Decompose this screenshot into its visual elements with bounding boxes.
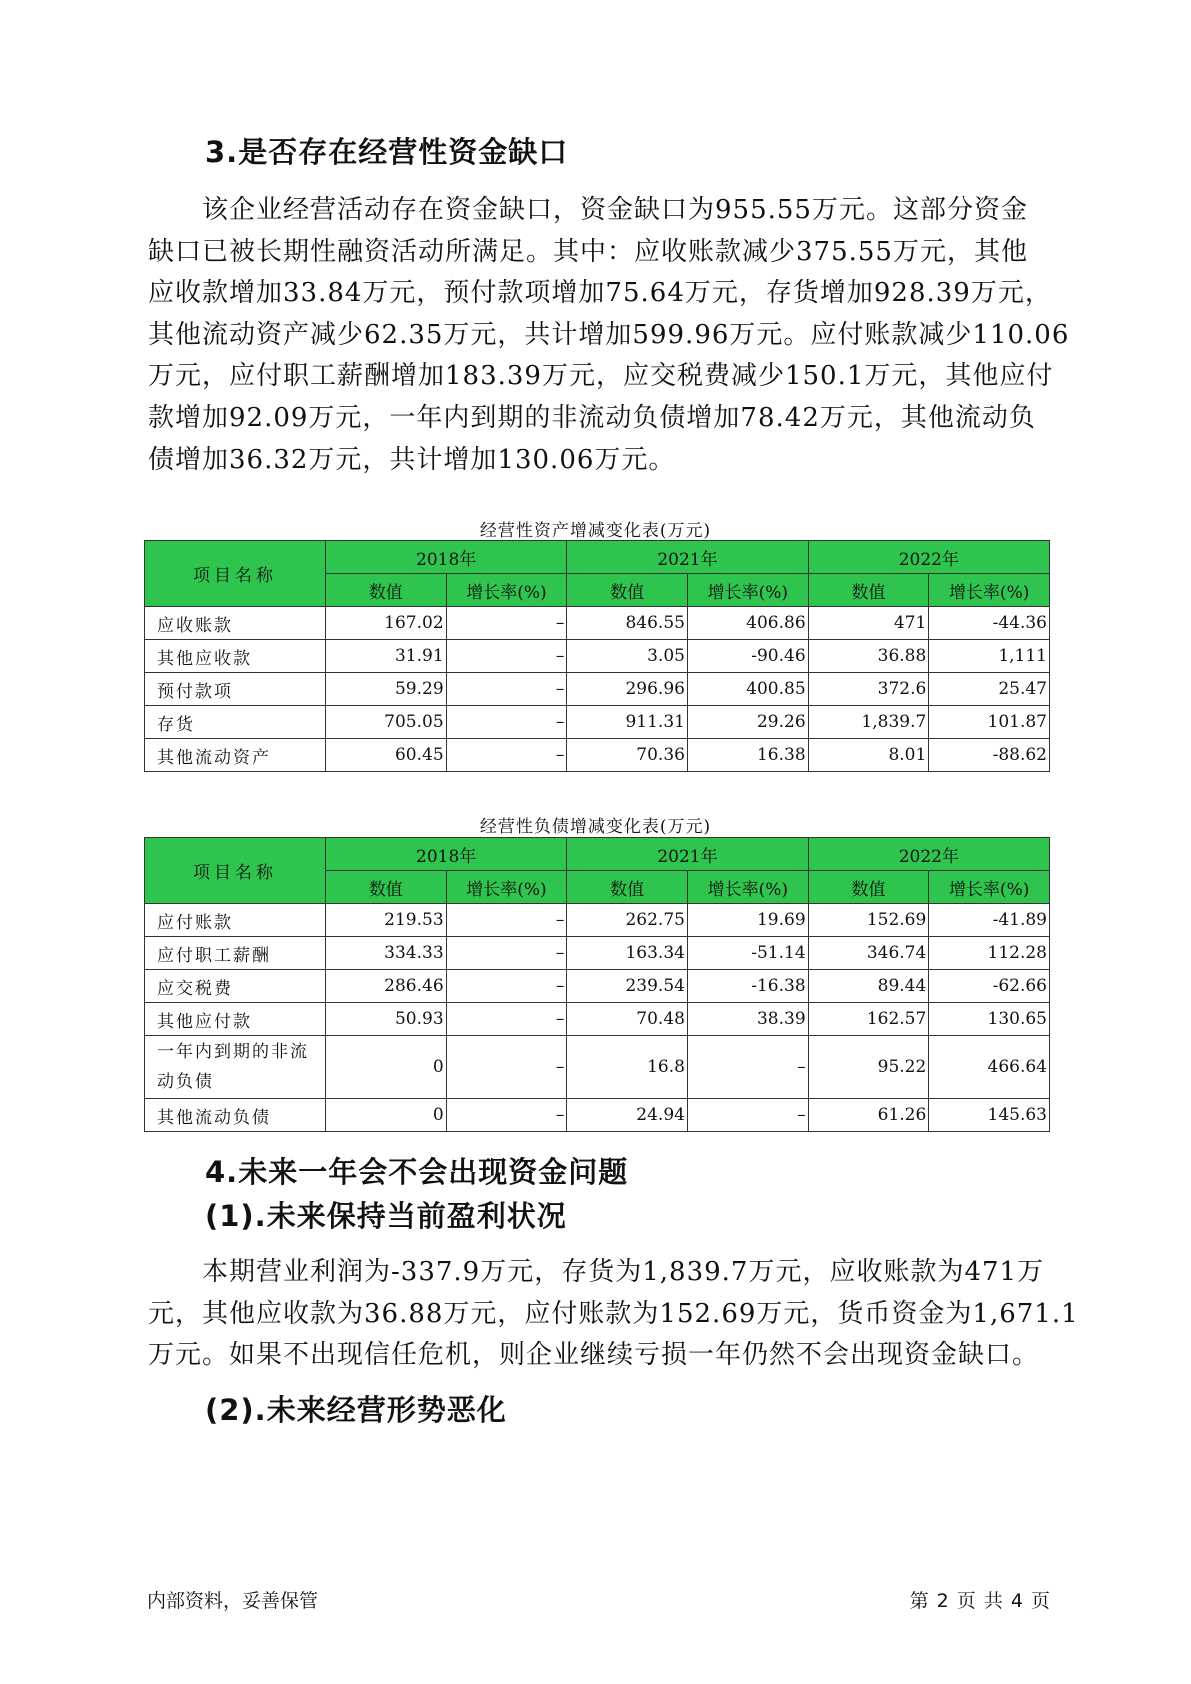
table-cell: 36.88 bbox=[808, 640, 929, 673]
row-label: 应付职工薪酬 bbox=[145, 937, 326, 970]
header-year: 2021年 bbox=[567, 541, 808, 574]
footer-page-number: 第 2 页 共 4 页 bbox=[909, 1590, 1051, 1612]
table-cell: 70.48 bbox=[567, 1003, 688, 1036]
table-cell: 16.38 bbox=[687, 739, 808, 772]
section-3-heading: 3.是否存在经营性资金缺口 bbox=[205, 135, 569, 169]
table-cell: -51.14 bbox=[687, 937, 808, 970]
table-row bbox=[145, 970, 1050, 1003]
table-cell: -16.38 bbox=[687, 970, 808, 1003]
paragraph-line: 债增加36.32万元，共计增加130.06万元。 bbox=[148, 444, 676, 475]
table-cell: 152.69 bbox=[808, 904, 929, 937]
section-4-sub1-heading: (1).未来保持当前盈利状况 bbox=[205, 1199, 567, 1233]
table-cell: 334.33 bbox=[325, 937, 446, 970]
section-4-sub2-heading: (2).未来经营形势恶化 bbox=[205, 1393, 507, 1427]
table-cell: 70.36 bbox=[567, 739, 688, 772]
table-cell: 59.29 bbox=[325, 673, 446, 706]
table-cell: 466.64 bbox=[929, 1036, 1050, 1099]
table-row bbox=[145, 706, 1050, 739]
table-cell: 162.57 bbox=[808, 1003, 929, 1036]
table-cell: 0 bbox=[325, 1036, 446, 1099]
table-cell: 167.02 bbox=[325, 607, 446, 640]
paragraph-line: 款增加92.09万元，一年内到期的非流动负债增加78.42万元，其他流动负 bbox=[148, 402, 1036, 433]
table-cell: – bbox=[687, 1036, 808, 1099]
paragraph-line: 万元，应付职工薪酬增加183.39万元，应交税费减少150.1万元，其他应付 bbox=[148, 361, 1054, 392]
table-cell: -62.66 bbox=[929, 970, 1050, 1003]
table-cell: – bbox=[446, 1099, 567, 1132]
table-cell: -90.46 bbox=[687, 640, 808, 673]
table-row bbox=[145, 640, 1050, 673]
header-year: 2022年 bbox=[808, 541, 1049, 574]
table-cell: – bbox=[446, 1036, 567, 1099]
table-cell: – bbox=[446, 607, 567, 640]
table-cell: 286.46 bbox=[325, 970, 446, 1003]
assets-table bbox=[144, 540, 1050, 772]
table-cell: 262.75 bbox=[567, 904, 688, 937]
header-growth-rate: 增长率(%) bbox=[687, 871, 808, 904]
table-cell: 31.91 bbox=[325, 640, 446, 673]
assets-table-caption: 经营性资产增减变化表(万元) bbox=[479, 521, 712, 541]
table-cell: -44.36 bbox=[929, 607, 1050, 640]
table-cell: 61.26 bbox=[808, 1099, 929, 1132]
table-row bbox=[145, 1003, 1050, 1036]
table-cell: 101.87 bbox=[929, 706, 1050, 739]
table-cell: 219.53 bbox=[325, 904, 446, 937]
paragraph-line: 元，其他应收款为36.88万元，应付账款为152.69万元，货币资金为1,671.1 bbox=[148, 1298, 1079, 1329]
table-cell: -88.62 bbox=[929, 739, 1050, 772]
table-cell: 95.22 bbox=[808, 1036, 929, 1099]
header-value: 数值 bbox=[808, 871, 929, 904]
table-cell: – bbox=[446, 970, 567, 1003]
table-cell: – bbox=[446, 1003, 567, 1036]
table-cell: – bbox=[446, 673, 567, 706]
header-item-name: 项目名称 bbox=[145, 541, 326, 607]
header-value: 数值 bbox=[325, 871, 446, 904]
table-cell: -41.89 bbox=[929, 904, 1050, 937]
table-cell: 3.05 bbox=[567, 640, 688, 673]
row-label: 一年内到期的非流动负债 bbox=[145, 1036, 326, 1099]
table-row bbox=[145, 904, 1050, 937]
table-row bbox=[145, 1036, 1050, 1099]
table-row bbox=[145, 1099, 1050, 1132]
row-label: 应付账款 bbox=[145, 904, 326, 937]
header-value: 数值 bbox=[567, 574, 688, 607]
table-cell: – bbox=[446, 706, 567, 739]
row-label: 其他流动负债 bbox=[145, 1099, 326, 1132]
table-cell: – bbox=[446, 640, 567, 673]
section-3-paragraph bbox=[148, 190, 1070, 481]
row-label: 应收账款 bbox=[145, 607, 326, 640]
section-4-paragraph bbox=[148, 1252, 1079, 1377]
paragraph-line: 该企业经营活动存在资金缺口，资金缺口为955.55万元。这部分资金 bbox=[202, 195, 1028, 225]
header-value: 数值 bbox=[808, 574, 929, 607]
table-row bbox=[145, 607, 1050, 640]
table-cell: 239.54 bbox=[567, 970, 688, 1003]
paragraph-line: 本期营业利润为-337.9万元，存货为1,839.7万元，应收账款为471万 bbox=[202, 1257, 1045, 1287]
header-growth-rate: 增长率(%) bbox=[929, 871, 1050, 904]
paragraph-line: 万元。如果不出现信任危机，则企业继续亏损一年仍然不会出现资金缺口。 bbox=[148, 1340, 1040, 1371]
table-cell: 112.28 bbox=[929, 937, 1050, 970]
table-cell: 38.39 bbox=[687, 1003, 808, 1036]
table-cell: 163.34 bbox=[567, 937, 688, 970]
header-year: 2021年 bbox=[567, 838, 808, 871]
header-value: 数值 bbox=[325, 574, 446, 607]
table-row bbox=[145, 739, 1050, 772]
table-cell: 145.63 bbox=[929, 1099, 1050, 1132]
row-label: 其他流动资产 bbox=[145, 739, 326, 772]
header-growth-rate: 增长率(%) bbox=[446, 574, 567, 607]
table-cell: 1,839.7 bbox=[808, 706, 929, 739]
row-label: 其他应付款 bbox=[145, 1003, 326, 1036]
paragraph-line: 缺口已被长期性融资活动所满足。其中：应收账款减少375.55万元，其他 bbox=[148, 236, 1028, 267]
table-cell: 911.31 bbox=[567, 706, 688, 739]
table-cell: 25.47 bbox=[929, 673, 1050, 706]
table-cell: 705.05 bbox=[325, 706, 446, 739]
table-cell: 1,111 bbox=[929, 640, 1050, 673]
header-year: 2018年 bbox=[325, 838, 566, 871]
table-cell: 16.8 bbox=[567, 1036, 688, 1099]
header-item-name: 项目名称 bbox=[145, 838, 326, 904]
header-growth-rate: 增长率(%) bbox=[687, 574, 808, 607]
table-cell: – bbox=[446, 904, 567, 937]
header-growth-rate: 增长率(%) bbox=[446, 871, 567, 904]
table-cell: 50.93 bbox=[325, 1003, 446, 1036]
header-year: 2018年 bbox=[325, 541, 566, 574]
row-label: 预付款项 bbox=[145, 673, 326, 706]
table-cell: – bbox=[446, 937, 567, 970]
paragraph-line: 应收款增加33.84万元，预付款项增加75.64万元，存货增加928.39万元， bbox=[148, 278, 1052, 309]
table-cell: 346.74 bbox=[808, 937, 929, 970]
table-cell: 130.65 bbox=[929, 1003, 1050, 1036]
row-label: 存货 bbox=[145, 706, 326, 739]
header-growth-rate: 增长率(%) bbox=[929, 574, 1050, 607]
header-year: 2022年 bbox=[808, 838, 1049, 871]
section-4-heading: 4.未来一年会不会出现资金问题 bbox=[205, 1155, 629, 1189]
table-cell: 471 bbox=[808, 607, 929, 640]
table-row bbox=[145, 673, 1050, 706]
table-row bbox=[145, 937, 1050, 970]
header-value: 数值 bbox=[567, 871, 688, 904]
table-cell: 0 bbox=[325, 1099, 446, 1132]
table-cell: 89.44 bbox=[808, 970, 929, 1003]
row-label: 其他应收款 bbox=[145, 640, 326, 673]
table-cell: 24.94 bbox=[567, 1099, 688, 1132]
table-cell: 400.85 bbox=[687, 673, 808, 706]
table-cell: – bbox=[446, 739, 567, 772]
table-cell: 406.86 bbox=[687, 607, 808, 640]
paragraph-line: 其他流动资产减少62.35万元，共计增加599.96万元。应付账款减少110.06 bbox=[148, 319, 1070, 350]
footer-confidential-note: 内部资料，妥善保管 bbox=[147, 1590, 319, 1612]
table-cell: 29.26 bbox=[687, 706, 808, 739]
row-label: 应交税费 bbox=[145, 970, 326, 1003]
liabilities-table-caption: 经营性负债增减变化表(万元) bbox=[479, 817, 712, 837]
table-cell: 846.55 bbox=[567, 607, 688, 640]
table-cell: 8.01 bbox=[808, 739, 929, 772]
liabilities-table bbox=[144, 837, 1050, 1132]
table-cell: 19.69 bbox=[687, 904, 808, 937]
table-cell: 296.96 bbox=[567, 673, 688, 706]
table-cell: 60.45 bbox=[325, 739, 446, 772]
table-cell: 372.6 bbox=[808, 673, 929, 706]
table-cell: – bbox=[687, 1099, 808, 1132]
